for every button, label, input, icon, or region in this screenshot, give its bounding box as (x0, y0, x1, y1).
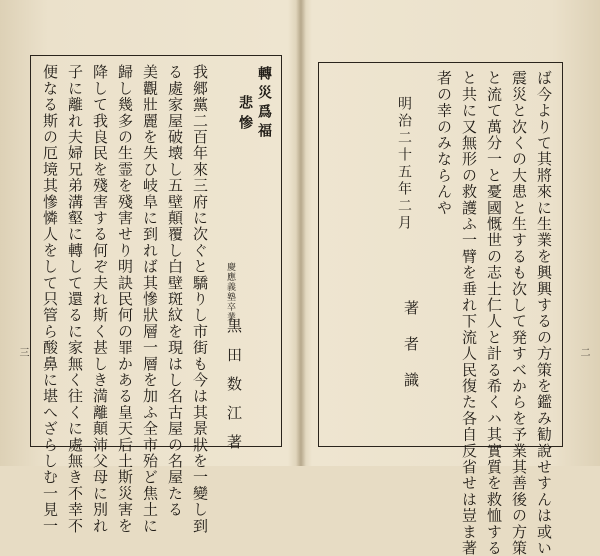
right-body-line: ば今よりて其將來に生業を興興するの方策を鑑み勧說せすんは或い (535, 70, 553, 556)
left-body-line: 降して我良民を殘害する何ぞ夫れ斯く甚しき満離顛沛父母に別れ (91, 64, 109, 534)
left-page-number: 三 (17, 347, 28, 357)
right-body-line: と流て萬分一と憂國慨世の志士仁人と計る希くハ其實質を救恤する (485, 70, 503, 556)
publication-date: 明治二十五年二月 (396, 96, 412, 232)
author-affiliation: 慶應義塾卒業 (225, 262, 235, 322)
right-page-number: 二 (578, 347, 589, 357)
signature-char: 著 (402, 300, 420, 315)
right-body-line: 震災と次くの大患と生するも次して発すべからを予業其善後の方策 (510, 70, 528, 556)
article-subtitle: 悲惨 (237, 95, 253, 135)
signature-char: 者 (402, 336, 420, 351)
left-body-line: る處家屋破壊し五壁顛覆し白壁斑紋を現はし名古屋の名屋たる (166, 64, 184, 518)
signature-char: 識 (402, 372, 420, 387)
left-body-line: 便なる斯の厄境其慘憐人をして只管ら酸鼻に堪へざらしむ一見一 (41, 64, 59, 534)
left-body-line: 子に離れ夫婦兄弟溝壑に轉して還るに家無く往くに處無き不幸不 (66, 64, 84, 534)
book-gutter (296, 0, 306, 466)
right-body-line: 者の幸のみならんや (435, 70, 453, 216)
left-body-line: 歸し幾多の生霊を殘害せり明訣民何の罪かある皇天后土斯災害を (116, 64, 134, 534)
author-name: 黒田数江著 (225, 318, 243, 463)
article-title: 轉災爲福 (256, 66, 272, 142)
right-body-line: と共に又無形の救護ふ一臂を垂れ下流人民復た各自反省せは豈ま著 (460, 70, 478, 556)
left-body-line: 美觀壯麗を失ひ岐阜に到れば其慘狀層一層を加ふ全市殆ど焦土に (141, 64, 159, 534)
left-body-line: 我郷黨二百年來三府に次ぐと驕りし市街も今は其景狀を一變し到 (191, 64, 209, 534)
